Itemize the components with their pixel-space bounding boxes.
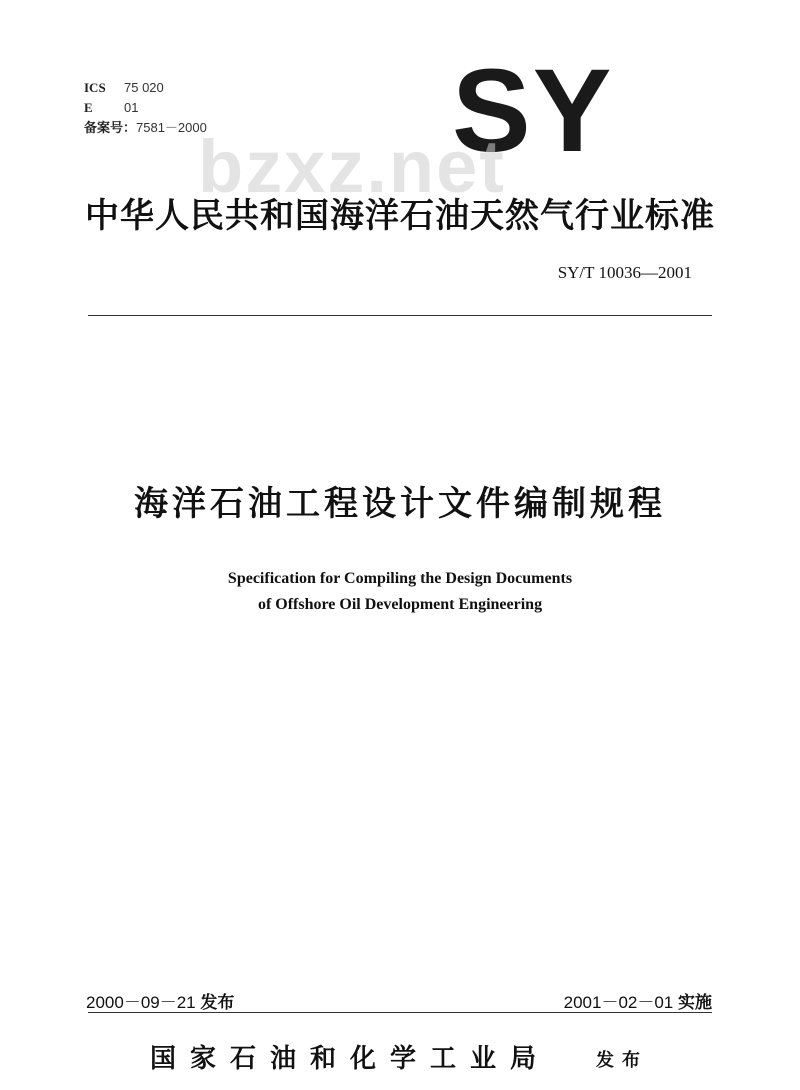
e-value: 01	[124, 100, 139, 115]
e-row	[84, 98, 207, 118]
publish-label: 发布	[200, 993, 235, 1013]
record-row	[84, 118, 207, 139]
top-divider	[88, 315, 712, 316]
sy-logo: SY	[452, 45, 614, 177]
bottom-divider	[88, 1012, 712, 1013]
ics-row	[84, 78, 207, 98]
ics-value: 75 020	[124, 80, 164, 95]
publish-date-block	[86, 988, 234, 1013]
implement-date-block	[564, 988, 712, 1013]
implement-label: 实施	[678, 993, 712, 1013]
english-title	[0, 566, 800, 618]
issuer-suffix: 发布	[596, 1050, 648, 1071]
issuer-name: 国家石油和化学工业局	[150, 1044, 551, 1074]
classification-block	[84, 78, 207, 139]
e-label: E	[84, 100, 93, 115]
record-label: 备案号：	[84, 121, 137, 136]
ics-label: ICS	[84, 80, 106, 95]
org-title: 中华人民共和国海洋石油天然气行业标准	[85, 196, 715, 236]
record-value: 7581－2000	[136, 120, 207, 135]
standard-number: SY/T 10036—2001	[557, 263, 692, 282]
watermark: bzxz.net	[198, 125, 506, 208]
implement-date: 2001－02－01	[563, 993, 674, 1012]
publish-date: 2000－09－21	[86, 993, 196, 1012]
english-title-line-1: Specification for Compiling the Design Documents	[227, 570, 573, 587]
document-title: 海洋石油工程设计文件编制规程	[134, 484, 666, 524]
english-title-line-2: of Offshore Oil Development Engineering	[257, 596, 543, 613]
